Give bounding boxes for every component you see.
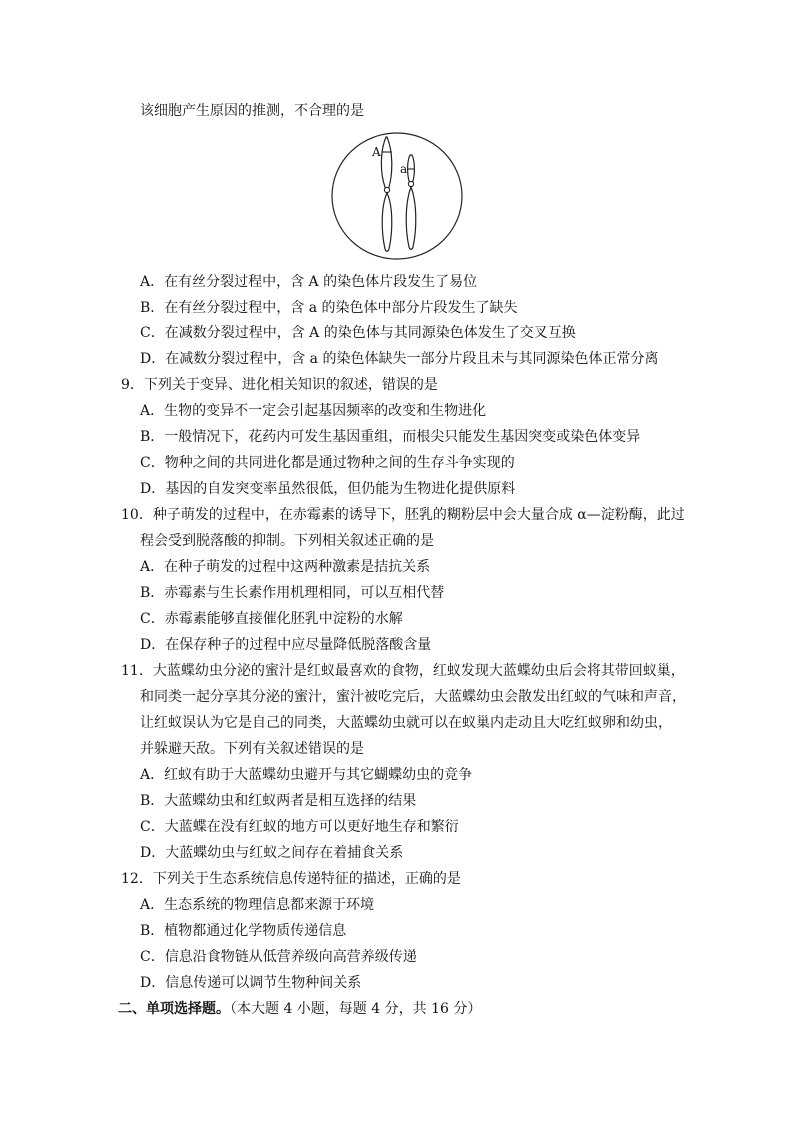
q11-option-c: C．大蓝蝶在没有红蚁的地方可以更好地生存和繁衍 (140, 819, 459, 835)
q8-option-a: A．在有丝分裂过程中，含 A 的染色体片段发生了易位 (140, 274, 478, 290)
q11-stem-line3: 让红蚁误认为它是自己的同类，大蓝蝶幼虫就可以在蚁巢内走动且大吃红蚁卵和幼虫， (140, 715, 672, 731)
q11-stem-line4: 并躲避天敌。下列有关叙述错误的是 (140, 741, 364, 757)
chromosome-b-lower-arm (406, 187, 416, 249)
q9-option-b: B．一般情况下，花药内可发生基因重组，而根尖只能发生基因突变或染色体变异 (140, 429, 641, 445)
cell-chromosome-figure (330, 131, 464, 261)
q9-option-a: A．生物的变异不一定会引起基因频率的改变和生物进化 (140, 403, 487, 419)
q10-option-d: D．在保存种子的过程中应尽量降低脱落酸含量 (140, 637, 432, 653)
question-intro: 该细胞产生原因的推测，不合理的是 (140, 103, 364, 119)
q11-stem-line1: 11．大蓝蝶幼虫分泌的蜜汁是红蚁最喜欢的食物，红蚁发现大蓝蝶幼虫后会将其带回蚁巢， (121, 663, 685, 679)
q8-option-d: D．在减数分裂过程中，含 a 的染色体缺失一部分片段且未与其同源染色体正常分离 (140, 351, 659, 367)
q10-option-b: B．赤霉素与生长素作用机理相同，可以互相代替 (140, 585, 445, 601)
q12-option-c: C．信息沿食物链从低营养级向高营养级传递 (140, 949, 417, 965)
q12-option-d: D．信息传递可以调节生物种间关系 (140, 975, 362, 991)
q11-option-a: A．红蚁有助于大蓝蝶幼虫避开与其它蝴蝶幼虫的竞争 (140, 767, 473, 783)
q10-option-c: C．赤霉素能够直接催化胚乳中淀粉的水解 (140, 611, 403, 627)
chromosome-a-upper-arm (381, 137, 391, 189)
q8-option-c: C．在减数分裂过程中，含 A 的染色体与其同源染色体发生了交叉互换 (140, 325, 576, 341)
q11-option-d: D．大蓝蝶幼虫与红蚁之间存在着捕食关系 (140, 845, 404, 861)
label-gene-upper: A (372, 145, 381, 159)
q12-option-b: B．植物都通过化学物质传递信息 (140, 923, 347, 939)
section-title: 二、单项选择题。 (118, 1001, 230, 1017)
q10-option-a: A．在种子萌发的过程中这两种激素是拮抗关系 (140, 559, 431, 575)
q11-stem-line2: 和同类一起分享其分泌的蜜汁，蜜汁被吃完后，大蓝蝶幼虫会散发出红蚁的气味和声音， (140, 689, 686, 705)
q9-option-d: D．基因的自发突变率虽然很低，但仍能为生物进化提供原料 (140, 481, 516, 497)
q12-option-a: A．生态系统的物理信息都来源于环境 (140, 897, 375, 913)
chromosome-a-lower-arm (382, 193, 392, 251)
q10-stem-line2: 程会受到脱落酸的抑制。下列相关叙述正确的是 (140, 533, 434, 549)
q9-option-c: C．物种之间的共同进化都是通过物种之间的生存斗争实现的 (140, 455, 515, 471)
q9-stem: 9．下列关于变异、进化相关知识的叙述，错误的是 (121, 377, 438, 393)
cell-outline (332, 133, 462, 259)
q11-option-b: B．大蓝蝶幼虫和红蚁两者是相互选择的结果 (140, 793, 417, 809)
label-gene-lower: a (400, 162, 408, 176)
q8-option-b: B．在有丝分裂过程中，含 a 的染色体中部分片段发生了缺失 (140, 300, 518, 316)
section-heading (118, 999, 481, 1019)
section-note: （本大题 4 小题，每题 4 分，共 16 分） (230, 1001, 482, 1017)
q12-stem: 12．下列关于生态系统信息传递特征的描述，正确的是 (121, 871, 461, 887)
q10-stem-line1: 10．种子萌发的过程中，在赤霉素的诱导下，胚乳的糊粉层中会大量合成 α—淀粉酶，此过 (121, 507, 685, 523)
